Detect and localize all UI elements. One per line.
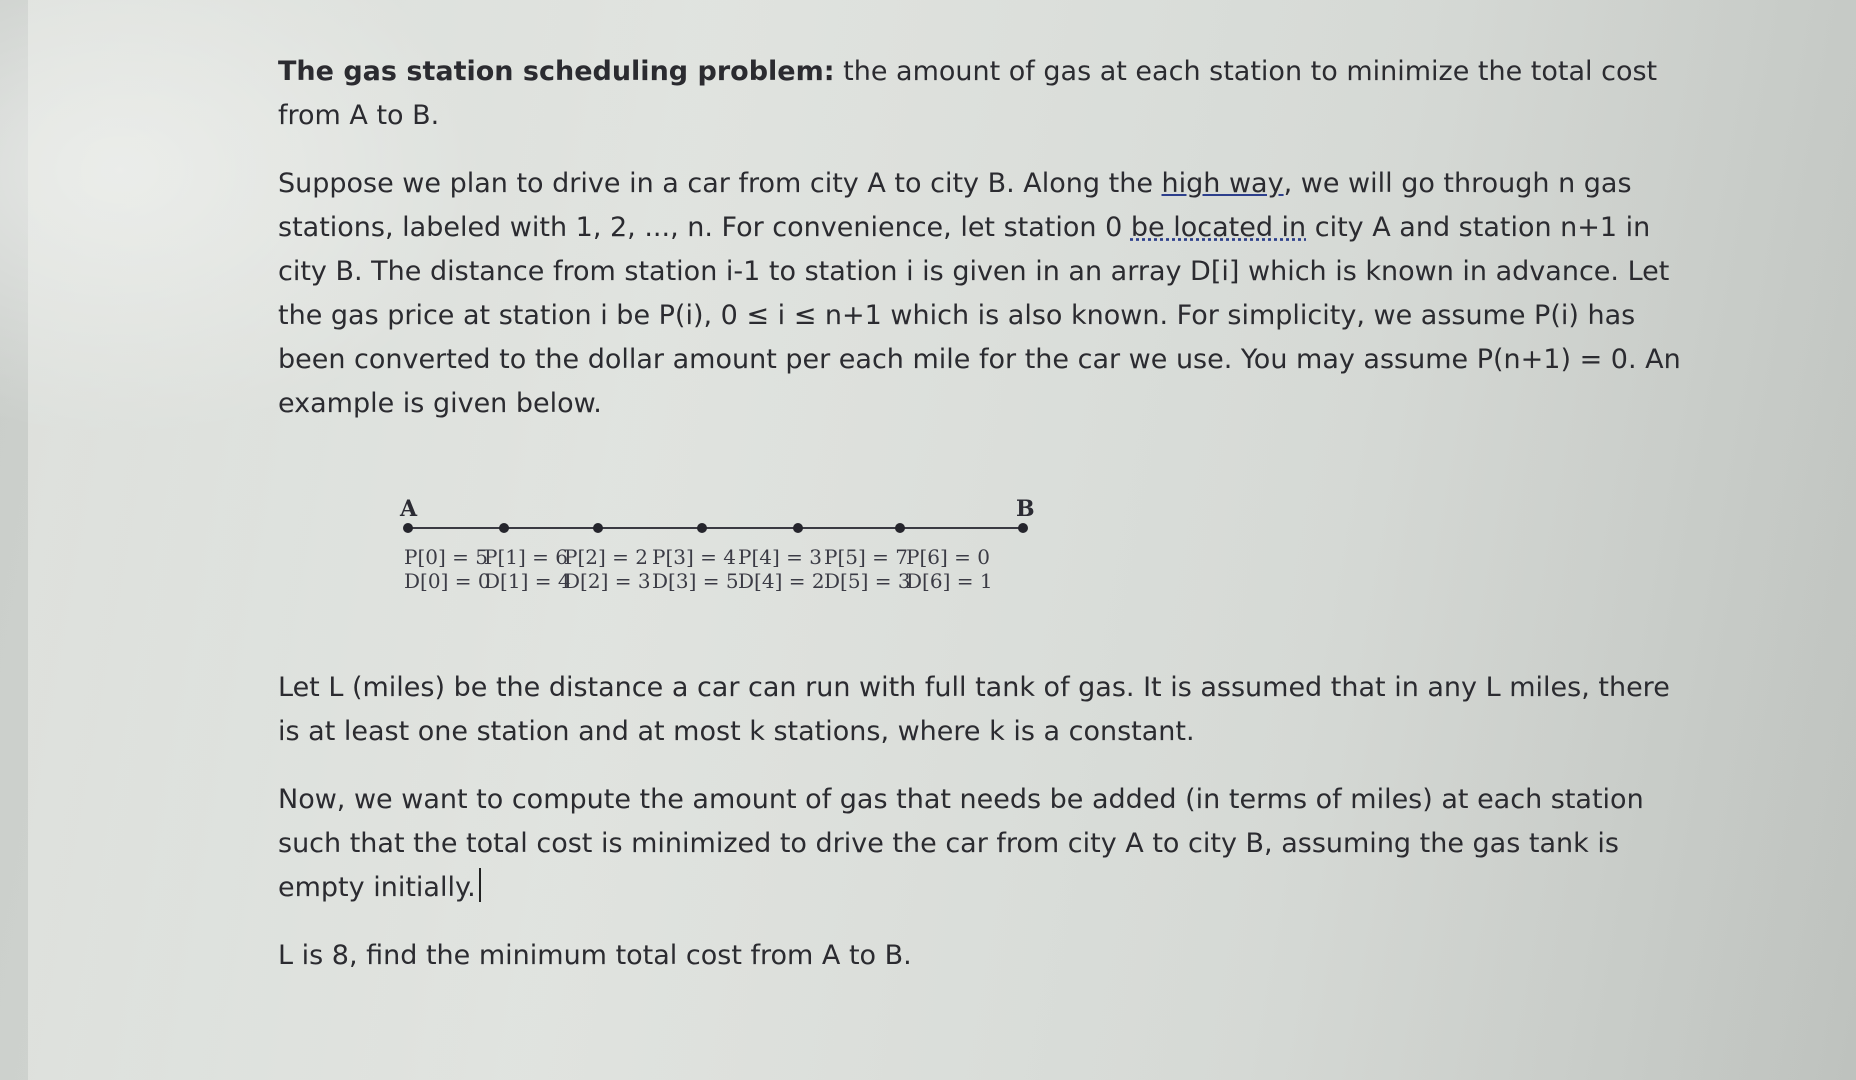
station-6-distance: D[6] = 1 xyxy=(906,569,993,593)
station-1-dot xyxy=(499,523,509,533)
question: L is 8, find the minimum total cost from A to B. xyxy=(278,940,912,971)
station-0-distance: D[0] = 0 xyxy=(404,569,491,593)
station-2-price: P[2] = 2 xyxy=(564,545,648,569)
station-4-dot xyxy=(793,523,803,533)
station-3-dot xyxy=(697,523,707,533)
station-0-price: P[0] = 5 xyxy=(404,545,488,569)
station-4-price: P[4] = 3 xyxy=(738,545,822,569)
station-1-price: P[1] = 6 xyxy=(484,545,568,569)
station-diagram-svg xyxy=(278,476,1698,626)
station-6-price: P[6] = 0 xyxy=(906,545,990,569)
problem-description xyxy=(278,162,1698,426)
station-2-dot xyxy=(593,523,603,533)
goal-statement xyxy=(278,778,1698,910)
description-text-3: city A and station n+1 in city B. The distance from station i-1 to station i is given in an array D[i] which is known in advance. Let the gas price at station i be P(i), 0 ≤ i ≤ n+1 which is also known. For simplicity, we assume P(i) has been converted to the dollar amount per each mile for the car we use. You may assume P(n+1) = 0. An example is given below. xyxy=(278,212,1681,419)
goal-statement-text: Now, we want to compute the amount of gas that needs be added (in terms of miles) at each station such that the total cost is minimized to drive the car from city A to city B, assuming the gas tank is empty initially. xyxy=(278,784,1644,903)
station-5-dot xyxy=(895,523,905,533)
description-text-2: , we will go through n gas stations, labeled with 1, 2, ..., n. For convenience, let station 0 xyxy=(278,168,1632,243)
station-5-price: P[5] = 7 xyxy=(824,545,908,569)
problem-title-bold: The gas station scheduling problem: xyxy=(278,56,835,87)
station-4-distance: D[4] = 2 xyxy=(738,569,825,593)
city-a-label: A xyxy=(400,496,418,522)
document-body xyxy=(278,50,1698,1002)
problem-title-rest: the amount of gas at each station to minimize the total cost from A to B. xyxy=(278,56,1658,131)
problem-title xyxy=(278,50,1698,138)
description-text-1: Suppose we plan to drive in a car from city A to city B. Along the xyxy=(278,168,1162,199)
document-page xyxy=(28,0,1856,1080)
station-1-distance: D[1] = 4 xyxy=(484,569,571,593)
station-2-distance: D[2] = 3 xyxy=(564,569,651,593)
station-3-distance: D[3] = 5 xyxy=(652,569,739,593)
city-b-label: B xyxy=(1016,496,1035,522)
station-markers xyxy=(403,523,1028,593)
station-0-dot xyxy=(403,523,413,533)
be-located-in-suggestion[interactable]: be located in xyxy=(1130,212,1307,243)
station-diagram xyxy=(278,476,1698,626)
high-way-link[interactable]: high way xyxy=(1161,168,1284,199)
station-5-distance: D[5] = 3 xyxy=(824,569,911,593)
station-6-dot xyxy=(1018,523,1028,533)
text-cursor xyxy=(479,868,481,902)
range-assumption: Let L (miles) be the distance a car can run with full tank of gas. It is assumed that in any L miles, there is at least one station and at most k stations, where k is a constant. xyxy=(278,672,1670,747)
station-3-price: P[3] = 4 xyxy=(652,545,736,569)
